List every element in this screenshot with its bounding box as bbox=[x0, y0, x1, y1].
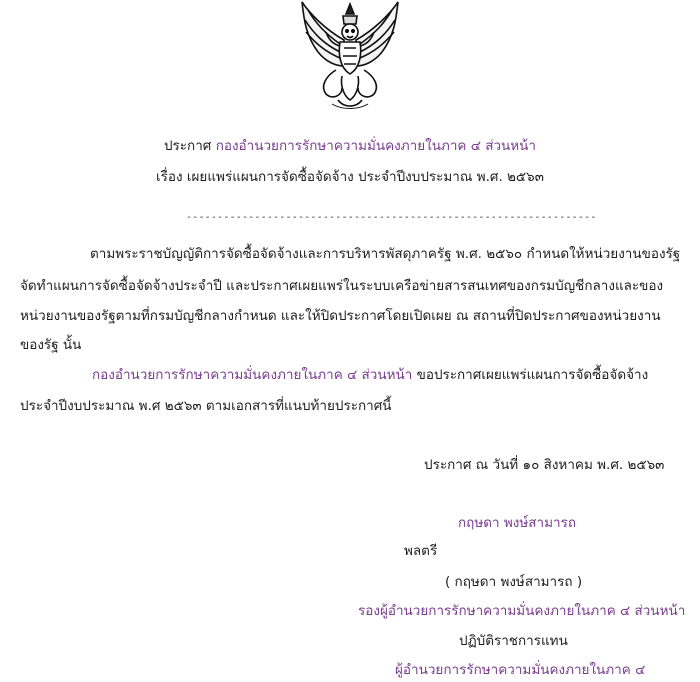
signature-name: กฤษดา พงษ์สามารถ bbox=[458, 515, 576, 531]
position-line3: ผู้อำนวยการรักษาความมั่นคงภายในภาค ๔ bbox=[395, 662, 646, 678]
announcement-heading bbox=[0, 136, 700, 156]
divider: ------------------------------------------------------------------ bbox=[186, 212, 597, 223]
paragraph2-organization: กองอำนวยการรักษาความมั่นคงภายในภาค ๔ ส่วนหน้า bbox=[92, 367, 413, 383]
garuda-emblem-icon bbox=[296, 0, 404, 110]
paragraph2-line1 bbox=[20, 365, 680, 385]
paragraph1-line3: หน่วยงานของรัฐตามที่กรมบัญชีกลางกำหนด และให้ปิดประกาศโดยเปิดเผย ณ สถานที่ปิดประกาศของหน่วยงาน bbox=[20, 308, 661, 324]
paragraph1-line1: ตามพระราชบัญญัติการจัดซื้อจัดจ้างและการบริหารพัสดุภาครัฐ พ.ศ. ๒๕๖๐ กำหนดให้หน่วยงานของรัฐ bbox=[90, 246, 681, 262]
paragraph2-line2: ประจำปีงบประมาณ พ.ศ ๒๕๖๓ ตามเอกสารที่แนบท้ายประกาศนี้ bbox=[20, 398, 392, 414]
position-line2: ปฏิบัติราชการแทน bbox=[459, 633, 568, 649]
heading-organization: กองอำนวยการรักษาความมั่นคงภายในภาค ๔ ส่วนหน้า bbox=[215, 138, 536, 154]
rank: พลตรี bbox=[404, 543, 438, 559]
heading-prefix: ประกาศ bbox=[163, 138, 212, 154]
announcement-subject: เรื่อง เผยแพร่แผนการจัดซื้อจัดจ้าง ประจำปีงบประมาณ พ.ศ. ๒๕๖๓ bbox=[156, 169, 544, 185]
paragraph2-text: ขอประกาศเผยแพร่แผนการจัดซื้อจัดจ้าง bbox=[412, 367, 649, 383]
printed-name: ( กฤษดา พงษ์สามารถ ) bbox=[445, 574, 583, 590]
position-line1: รองผู้อำนวยการรักษาความมั่นคงภายในภาค ๔ ส่วนหน้า bbox=[358, 603, 686, 619]
paragraph1-line2: จัดทำแผนการจัดซื้อจัดจ้างประจำปี และประกาศเผยแพร่ในระบบเครือข่ายสารสนเทศของกรมบัญชีกลางและของ bbox=[20, 278, 664, 294]
paragraph1-line4: ของรัฐ นั้น bbox=[20, 337, 82, 353]
date-line: ประกาศ ณ วันที่ ๑๐ สิงหาคม พ.ศ. ๒๕๖๓ bbox=[424, 457, 665, 473]
